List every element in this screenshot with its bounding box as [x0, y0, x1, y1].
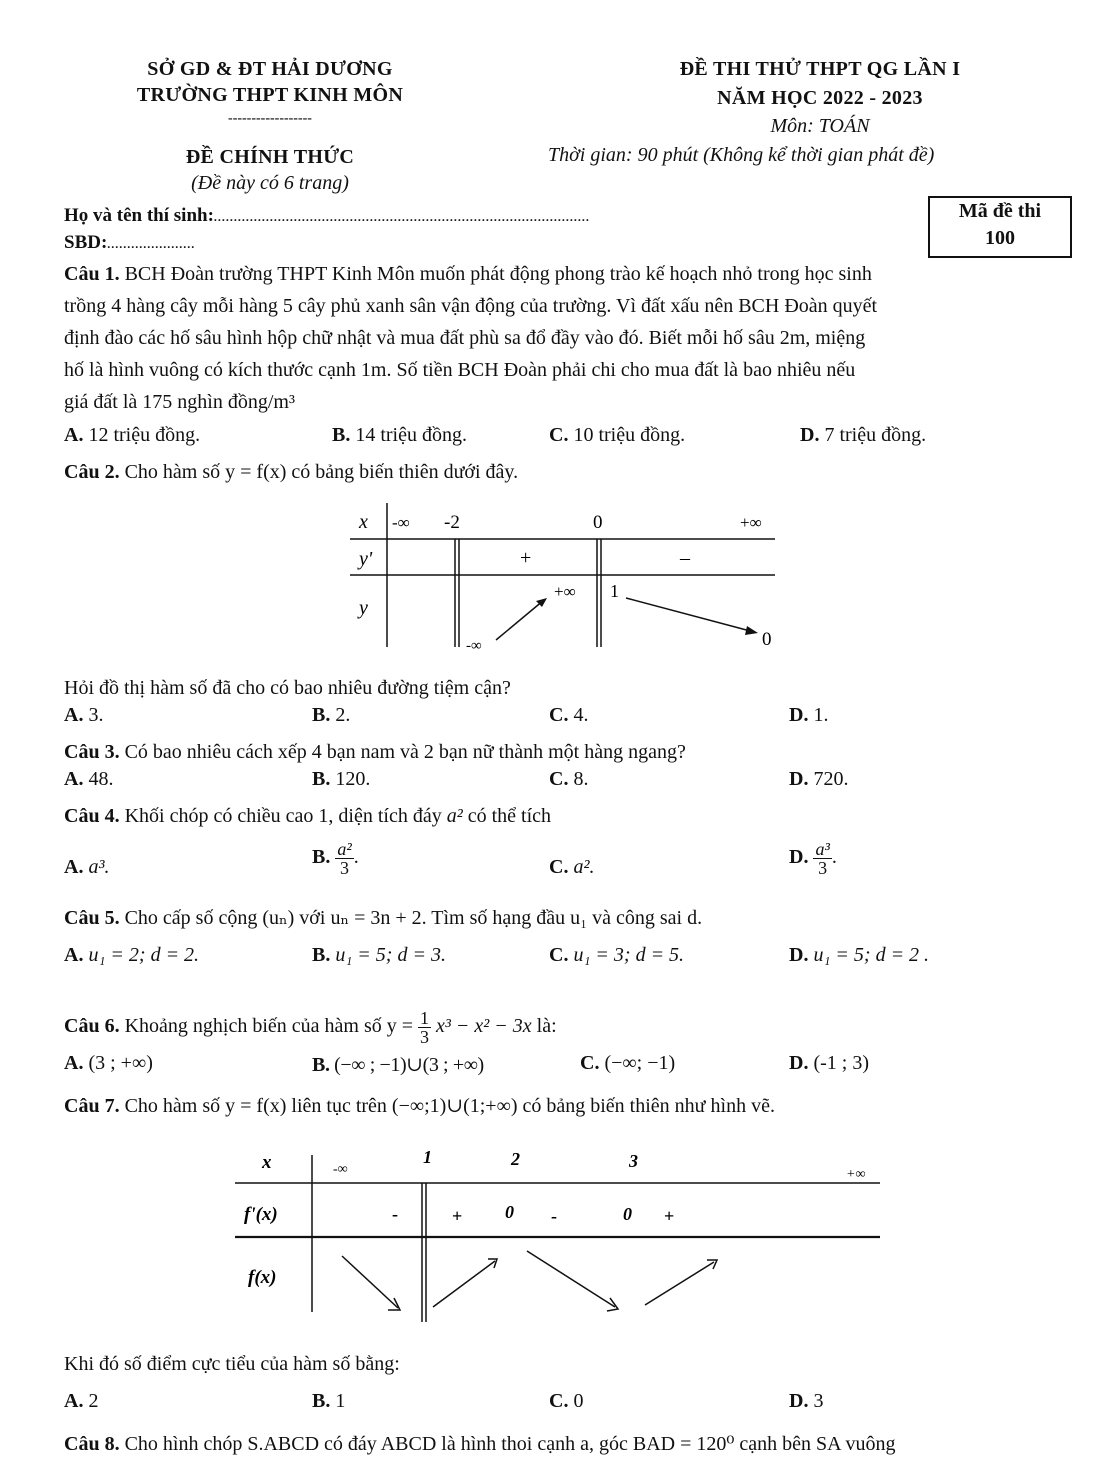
- option-letter: B.: [312, 1390, 331, 1412]
- option-letter: D.: [789, 846, 809, 869]
- y-value: 0: [762, 629, 772, 650]
- derivative-sign: –: [680, 547, 690, 569]
- question-followup: Hỏi đồ thị hàm số đã cho có bao nhiêu đường tiệm cận?: [64, 677, 511, 699]
- variation-table-q2: [330, 500, 790, 660]
- question-followup: Khi đó số điểm cực tiểu của hàm số bằng:: [64, 1353, 400, 1375]
- option-letter: D.: [789, 704, 809, 726]
- exam-duration: Thời gian: 90 phút (Không kể thời gian phát đề): [548, 144, 935, 166]
- question-1: [64, 258, 1064, 418]
- q5-option-d[interactable]: D. u₁ = 5; d = 2 .: [789, 944, 930, 966]
- row-x-label: x: [262, 1152, 272, 1173]
- q3-option-c[interactable]: C. 8.: [549, 768, 589, 790]
- question-5: [64, 902, 1064, 934]
- sbd-row: [64, 231, 195, 256]
- arrow-head: [707, 1260, 717, 1269]
- x-value: -∞: [392, 513, 410, 532]
- question-text-line: giá đất là 175 nghìn đồng/m³: [64, 391, 295, 413]
- question-4: [64, 800, 1064, 832]
- option-letter: B.: [312, 768, 331, 790]
- sbd-field[interactable]: ......................: [107, 237, 196, 251]
- derivative-sign: +: [664, 1206, 675, 1226]
- increasing-arrow: [645, 1262, 714, 1305]
- question-label: Câu 4.: [64, 805, 120, 827]
- q1-option-d[interactable]: D. 7 triệu đồng.: [800, 424, 927, 446]
- q4-option-b[interactable]: [312, 840, 359, 877]
- question-label: Câu 2.: [64, 461, 120, 483]
- numerator: a²: [337, 839, 352, 859]
- denominator: 3: [818, 858, 828, 878]
- decreasing-arrow: [527, 1251, 615, 1307]
- increasing-arrow: [433, 1261, 495, 1307]
- option-letter: D.: [789, 1052, 809, 1074]
- subject: Môn: TOÁN: [770, 115, 870, 137]
- question-2-followup: [64, 672, 1064, 704]
- derivative-zero: 0: [505, 1202, 514, 1222]
- option-letter: B.: [312, 944, 331, 966]
- increasing-arrow: [496, 600, 544, 640]
- variation-table-q7: [230, 1140, 890, 1330]
- arrow-head: [745, 626, 758, 635]
- q6-option-a[interactable]: A. (3 ; +∞): [64, 1052, 153, 1074]
- option-letter: D.: [789, 768, 809, 790]
- question-text: Cho hình chóp S.ABCD có đáy ABCD là hình thoi cạnh a, góc BAD = 120⁰ cạnh bên SA vuông: [124, 1433, 896, 1455]
- q1-option-c[interactable]: C. 10 triệu đồng.: [549, 424, 686, 446]
- q7-option-b[interactable]: B. 1: [312, 1390, 346, 1412]
- question-8: [64, 1428, 1064, 1460]
- derivative-sign: +: [452, 1206, 463, 1226]
- y-value: +∞: [554, 582, 576, 601]
- question-6: [64, 1006, 1064, 1046]
- q5-option-b[interactable]: B. u₁ = 5; d = 3.: [312, 944, 446, 966]
- question-text-line: trồng 4 hàng cây mỗi hàng 5 cây phủ xanh sân vận động của trường. Vì đất xấu nên BCH Đoàn quyết: [64, 295, 878, 317]
- exam-code-value: 100: [985, 227, 1015, 249]
- numerator: a³: [815, 839, 830, 859]
- option-letter: C.: [549, 856, 569, 878]
- denominator: 3: [340, 858, 350, 878]
- x-value: 3: [629, 1151, 638, 1171]
- q6-option-b[interactable]: B. (−∞ ; −1)∪(3 ; +∞): [312, 1054, 484, 1076]
- department-name: SỞ GD & ĐT HẢI DƯƠNG: [147, 58, 393, 80]
- q6-option-d[interactable]: D. (-1 ; 3): [789, 1052, 869, 1074]
- option-letter: A.: [64, 856, 84, 878]
- q7-option-a[interactable]: A. 2: [64, 1390, 99, 1412]
- q1-option-b[interactable]: B. 14 triệu đồng.: [332, 424, 467, 446]
- decreasing-arrow: [626, 598, 754, 632]
- row-dy-label: f'(x): [244, 1204, 278, 1225]
- question-text: Khối chóp có chiều cao 1, diện tích đáy: [124, 805, 442, 827]
- row-y-label: f(x): [248, 1267, 277, 1288]
- option-tail: .: [353, 846, 359, 869]
- option-letter: C.: [549, 1390, 569, 1412]
- option-value: a².: [573, 856, 595, 878]
- x-value: -∞: [333, 1162, 348, 1177]
- question-label: Câu 1.: [64, 263, 120, 285]
- question-text-line: hố là hình vuông có kích thước cạnh 1m. Số tiền BCH Đoàn phải chi cho mua đất là bao nhiêu nếu: [64, 359, 856, 381]
- q4-option-c[interactable]: [549, 856, 594, 879]
- denominator: 3: [420, 1026, 430, 1047]
- candidate-name-field[interactable]: ..............................................................................................: [213, 210, 590, 224]
- q7-option-d[interactable]: D. 3: [789, 1390, 824, 1412]
- question-text: là:: [536, 1015, 557, 1037]
- option-letter: C.: [549, 944, 569, 966]
- question-7: [64, 1090, 1064, 1122]
- official-status: ĐỀ CHÍNH THỨC: [185, 146, 355, 168]
- option-letter: B.: [332, 424, 351, 446]
- option-letter: A.: [64, 704, 84, 726]
- q3-option-d[interactable]: D. 720.: [789, 768, 849, 790]
- option-letter: A.: [64, 1390, 84, 1412]
- fraction: [418, 1009, 431, 1046]
- q2-option-d[interactable]: D. 1.: [789, 704, 829, 726]
- question-text-line: BCH Đoàn trường THPT Kinh Môn muốn phát động phong trào kế hoạch nhỏ trong học sinh: [124, 263, 872, 285]
- school-name: TRƯỜNG THPT KINH MÔN: [136, 84, 404, 106]
- row-x-label: x: [359, 511, 368, 533]
- q1-option-a[interactable]: A. 12 triệu đồng.: [64, 424, 201, 446]
- q5-option-c[interactable]: C. u₁ = 3; d = 5.: [549, 944, 685, 966]
- question-text: Cho hàm số y = f(x) có bảng biến thiên dưới đây.: [124, 461, 519, 483]
- x-value: -2: [444, 512, 460, 533]
- q3-option-a[interactable]: A. 48.: [64, 768, 114, 790]
- x-value: 1: [423, 1147, 432, 1167]
- question-7-followup: [64, 1348, 1064, 1380]
- option-letter: D.: [800, 424, 820, 446]
- derivative-zero: 0: [623, 1204, 632, 1224]
- exam-code-box: [928, 196, 1072, 258]
- arrow-head: [607, 1298, 618, 1311]
- option-letter: C.: [549, 768, 569, 790]
- option-letter: D.: [789, 944, 809, 966]
- option-letter: A.: [64, 768, 84, 790]
- option-letter: A.: [64, 1052, 84, 1074]
- derivative-sign: -: [551, 1206, 557, 1226]
- option-letter: B.: [312, 704, 331, 726]
- option-letter: A.: [64, 424, 84, 446]
- q2-option-b[interactable]: B. 2.: [312, 704, 351, 726]
- q6-option-c[interactable]: C. (−∞; −1): [580, 1052, 676, 1074]
- x-value: 0: [593, 512, 603, 533]
- candidate-name-row: [64, 204, 590, 229]
- q4-option-d[interactable]: [789, 840, 837, 877]
- sbd-label: SBD:: [64, 232, 108, 253]
- question-text: Cho cấp số cộng (uₙ) với uₙ = 3n + 2. Tìm số hạng đầu u₁ và công sai d.: [124, 907, 703, 929]
- q7-option-c[interactable]: C. 0: [549, 1390, 584, 1412]
- question-label: Câu 8.: [64, 1433, 120, 1455]
- question-text: Khoảng nghịch biến của hàm số y =: [124, 1015, 414, 1037]
- option-letter: C.: [549, 424, 569, 446]
- question-label: Câu 3.: [64, 741, 120, 763]
- pages-note: (Đề này có 6 trang): [191, 172, 349, 194]
- question-2: [64, 456, 1064, 488]
- question-text: Có bao nhiêu cách xếp 4 bạn nam và 2 bạn nữ thành một hàng ngang?: [124, 741, 686, 763]
- option-letter: B.: [312, 846, 331, 869]
- derivative-sign: -: [392, 1204, 398, 1224]
- math-expression: x³ − x² − 3x: [436, 1015, 532, 1037]
- derivative-sign: +: [520, 547, 532, 569]
- fraction: [813, 840, 831, 877]
- school-year: NĂM HỌC 2022 - 2023: [717, 87, 923, 109]
- q5-option-a[interactable]: A. u₁ = 2; d = 2.: [64, 944, 200, 966]
- exam-title: ĐỀ THI THỬ THPT QG LẦN I: [679, 58, 961, 80]
- decreasing-arrow: [342, 1256, 398, 1308]
- option-value: a³.: [88, 856, 110, 878]
- header-separator: ------------------: [228, 111, 312, 126]
- math-expression: a²: [446, 805, 463, 827]
- candidate-name-label: Họ và tên thí sinh:: [64, 205, 214, 226]
- fraction: [335, 840, 353, 877]
- q4-option-a[interactable]: [64, 856, 109, 879]
- y-value: 1: [610, 581, 619, 601]
- numerator: 1: [420, 1007, 430, 1028]
- option-letter: C.: [549, 704, 569, 726]
- q3-option-b[interactable]: B. 120.: [312, 768, 371, 790]
- y-value: -∞: [466, 638, 482, 654]
- question-label: Câu 5.: [64, 907, 120, 929]
- row-dy-label: y': [359, 548, 373, 570]
- row-y-label: y: [359, 597, 368, 619]
- question-text: Cho hàm số y = f(x) liên tục trên (−∞;1)∪(1;+∞) có bảng biến thiên như hình vẽ.: [124, 1095, 775, 1117]
- option-letter: D.: [789, 1390, 809, 1412]
- question-text-line: định đào các hố sâu hình hộp chữ nhật và mua đất phù sa đổ đầy vào đó. Biết mỗi hố sâu 2m, miệng: [64, 327, 866, 349]
- x-value: +∞: [846, 1167, 866, 1182]
- exam-code-label: Mã đề thi: [958, 200, 1042, 222]
- option-letter: C.: [580, 1052, 600, 1074]
- option-letter: A.: [64, 944, 84, 966]
- x-value: 2: [511, 1149, 520, 1169]
- question-text: có thể tích: [467, 805, 552, 827]
- option-letter: B.: [312, 1054, 330, 1076]
- q2-option-c[interactable]: C. 4.: [549, 704, 589, 726]
- question-label: Câu 7.: [64, 1095, 120, 1117]
- question-3: [64, 736, 1064, 768]
- x-value: +∞: [740, 513, 762, 532]
- option-tail: .: [831, 846, 837, 869]
- question-label: Câu 6.: [64, 1015, 120, 1037]
- q2-option-a[interactable]: A. 3.: [64, 704, 104, 726]
